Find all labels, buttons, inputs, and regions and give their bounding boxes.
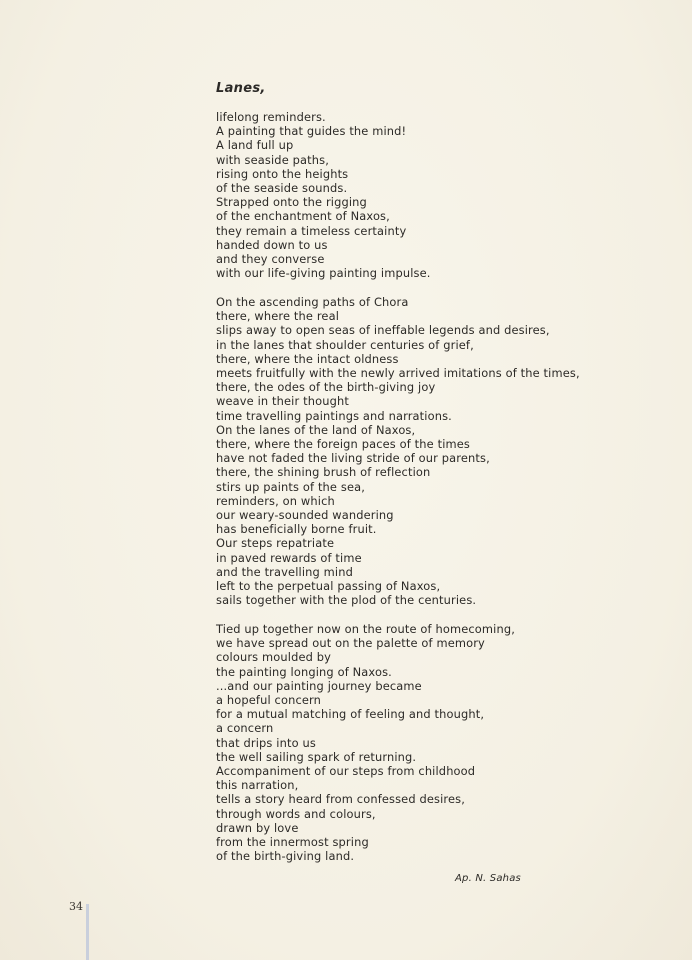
- poem-line: a hopeful concern: [216, 692, 322, 707]
- poem-line: left to the perpetual passing of Naxos,: [216, 579, 441, 593]
- poem-line: our weary-sounded wandering: [216, 507, 394, 522]
- poem-line: of the birth-giving land.: [216, 849, 355, 864]
- author-signature: Ap. N. Sahas: [455, 873, 521, 884]
- poem-line: stirs up paints of the sea,: [216, 479, 365, 494]
- poem-line: On the lanes of the land of Naxos,: [216, 422, 416, 437]
- poem-line: drawn by love: [216, 820, 299, 835]
- poem-line: sails together with the plod of the centuries.: [216, 593, 477, 608]
- poem-line: Strapped onto the rigging: [216, 195, 367, 210]
- poem-line: there, the odes of the birth-giving joy: [216, 380, 436, 395]
- poem-line: there, where the intact oldness: [216, 351, 399, 366]
- poem-line: slips away to open seas of ineffable legends and desires,: [216, 323, 550, 338]
- poem-line: A painting that guides the mind!: [216, 124, 407, 139]
- poem-line: we have spread out on the palette of memory: [216, 636, 485, 651]
- poem-body: [216, 110, 636, 863]
- stanza: [216, 110, 636, 280]
- poem-line: there, where the foreign paces of the times: [216, 436, 471, 451]
- poem-line: of the enchantment of Naxos,: [216, 209, 390, 224]
- poem-line: colours moulded by: [216, 650, 332, 665]
- poem-line: reminders, on which: [216, 493, 335, 508]
- poem-line: for a mutual matching of feeling and thought,: [216, 707, 485, 722]
- poem-line: there, where the real: [216, 309, 340, 324]
- poem-line: tells a story heard from confessed desires,: [216, 792, 466, 807]
- poem-line: A land full up: [216, 138, 294, 153]
- poem-line: the well sailing spark of returning.: [216, 749, 417, 764]
- poem-line: this narration,: [216, 778, 299, 793]
- poem-line: of the seaside sounds.: [216, 181, 348, 196]
- poem-line: rising onto the heights: [216, 166, 349, 181]
- poem-line: with seaside paths,: [216, 152, 329, 167]
- poem-line: Accompaniment of our steps from childhood: [216, 763, 476, 778]
- poem-line: a concern: [216, 721, 274, 736]
- poem-line: in paved rewards of time: [216, 550, 362, 565]
- poem-line: has beneficially borne fruit.: [216, 522, 377, 537]
- poem-line: that drips into us: [216, 735, 316, 750]
- poem-line: lifelong reminders.: [216, 110, 326, 124]
- page-number: 34: [69, 900, 83, 913]
- poem-line: weave in their thought: [216, 394, 349, 409]
- poem-line: the painting longing of Naxos.: [216, 664, 392, 679]
- poem-line: they remain a timeless certainty: [216, 223, 407, 238]
- poem-line: in the lanes that shoulder centuries of grief,: [216, 337, 474, 352]
- gutter-rule: [86, 904, 89, 960]
- stanza: [216, 295, 636, 607]
- poem-line: with our life-giving painting impulse.: [216, 266, 431, 281]
- poem-line: handed down to us: [216, 237, 328, 252]
- poem-line: meets fruitfully with the newly arrived imitations of the times,: [216, 365, 580, 380]
- poem-line: ...and our painting journey became: [216, 678, 422, 693]
- poem-line: through words and colours,: [216, 806, 376, 821]
- poem-title: Lanes,: [216, 81, 266, 96]
- poem-line: On the ascending paths of Chora: [216, 294, 409, 309]
- poem-line: from the innermost spring: [216, 834, 369, 849]
- poem-line: time travelling paintings and narrations.: [216, 408, 452, 423]
- poem-line: and the travelling mind: [216, 564, 353, 579]
- poem-line: and they converse: [216, 252, 325, 267]
- poem-line: have not faded the living stride of our parents,: [216, 451, 490, 466]
- stanza: [216, 622, 636, 863]
- poem-line: Tied up together now on the route of homecoming,: [216, 621, 515, 636]
- poem-line: Our steps repatriate: [216, 536, 335, 551]
- poem: [216, 81, 636, 878]
- poem-line: there, the shining brush of reflection: [216, 465, 431, 480]
